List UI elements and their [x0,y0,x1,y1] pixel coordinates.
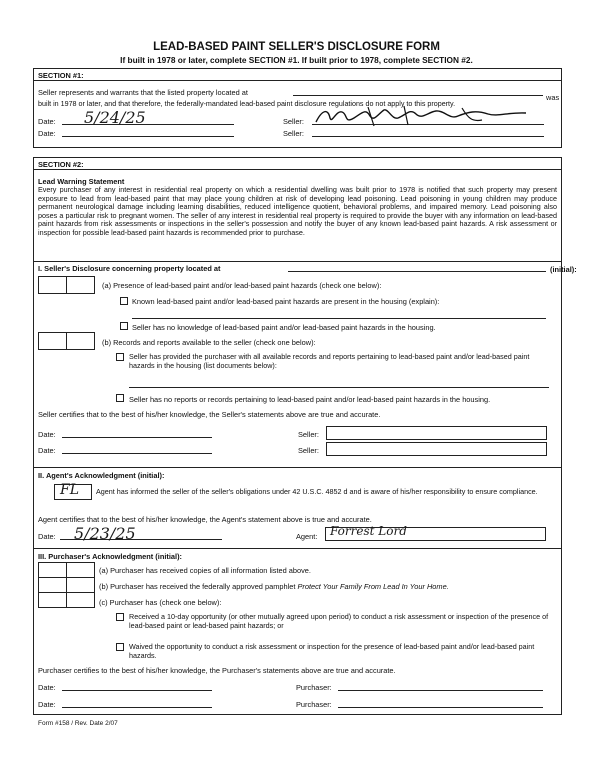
checkbox-no-records[interactable] [116,394,124,402]
agent-signature: Forrest Lord [330,524,407,538]
seller-initial-box-b1[interactable] [38,332,67,350]
purchaser-item-a: (a) Purchaser has received copies of all information listed above. [99,566,311,575]
agent-certification: Agent certifies that to the best of his/her knowledge, the Agent's statement above is true and accurate. [38,515,372,524]
purchaser-date-label-1: Date: [38,683,56,692]
section-1-date-field-2[interactable] [62,136,234,137]
item-a-label: (a) Presence of lead-based paint and/or lead-based paint hazards (check one below): [102,281,382,290]
purchaser-initial-box-c2[interactable] [66,592,95,608]
seller-date-field-1[interactable] [62,437,212,438]
purchaser-label-2: Purchaser: [296,700,332,709]
purchaser-certification: Purchaser certifies to the best of his/her knowledge, the Purchaser's statements above are true and accurate. [38,666,396,675]
checkbox-received-opportunity[interactable] [116,613,124,621]
section-2-heading: SECTION #2: [38,160,84,169]
seller-label-1: Seller: [298,430,319,439]
known-lead-label: Known lead-based paint and/or lead-based paint hazards are present in the housing (explain): [132,297,440,306]
seller-date-field-2[interactable] [62,453,212,454]
section-1-seller-field-2[interactable] [312,136,544,137]
agent-statement: Agent has informed the seller of the seller's obligations under 42 U.S.C. 4852 d and is aware of his/her responsibility to ensure compliance. [96,487,538,496]
purchaser-item-b: (b) Purchaser has received the federally approved pamphlet Protect Your Family From Lead In Your Home. [99,582,449,591]
no-knowledge-label: Seller has no knowledge of lead-based paint and/or lead-based paint hazards in the housing. [132,323,436,332]
section-1-seller-label: Seller: [283,117,304,126]
seller-label-2: Seller: [298,446,319,455]
provided-records-label: Seller has provided the purchaser with all available records and reports pertaining to lead-based paint and/or lead-based paint hazards in the housing (list documents below): [129,352,530,370]
seller-property-field[interactable] [288,271,546,272]
seller-initial-box-b2[interactable] [66,332,95,350]
checkbox-provided-records[interactable] [116,353,124,361]
form-title: LEAD-BASED PAINT SELLER'S DISCLOSURE FORM [153,41,440,53]
checkbox-no-knowledge[interactable] [120,322,128,330]
seller-field-1[interactable] [326,426,547,440]
purchaser-field-1[interactable] [338,690,543,691]
form-footer: Form #158 / Rev. Date 2/07 [38,720,118,727]
no-records-label: Seller has no reports or records pertaining to lead-based paint and/or lead-based paint hazards in the housing. [129,395,491,404]
purchaser-initial-box-a2[interactable] [66,562,95,578]
agent-heading: II. Agent's Acknowledgment (initial): [38,471,165,480]
purchaser-date-field-2[interactable] [62,707,212,708]
agent-label: Agent: [296,532,318,541]
section-1-seller-label-2: Seller: [283,129,304,138]
purchaser-initial-box-c1[interactable] [38,592,67,608]
seller-initial-box-a2[interactable] [66,276,95,294]
seller-disclosure-heading: I. Seller's Disclosure concerning property located at [38,264,221,273]
pamphlet-title: Protect Your Family From Lead In Your Home. [297,582,449,591]
purchaser-initial-box-b2[interactable] [66,577,95,593]
purchaser-item-c: (c) Purchaser has (check one below): [99,598,222,607]
agent-date-value: 5/23/25 [74,524,136,543]
section-1-heading: SECTION #1: [38,71,84,80]
seller-field-2[interactable] [326,442,547,456]
waived-opportunity-label: Waived the opportunity to conduct a risk assessment or inspection for the presence of lead-based paint and/or lead-based paint hazards. [129,642,535,660]
seller-initial-box-a1[interactable] [38,276,67,294]
checkbox-known-lead[interactable] [120,297,128,305]
agent-initial: FL [60,482,80,498]
seller-initial-label: (initial): [550,265,577,274]
form-subtitle: If built in 1978 or later, complete SECTION #1. If built prior to 1978, complete SECTION #2. [120,55,473,65]
purchaser-field-2[interactable] [338,707,543,708]
purchaser-date-field-1[interactable] [62,690,212,691]
purchaser-heading: III. Purchaser's Acknowledgment (initial): [38,552,182,561]
known-lead-explain-field[interactable] [132,318,546,319]
checkbox-waived-opportunity[interactable] [116,643,124,651]
section-1-line2: built in 1978 or later, and that therefore, the federally-mandated lead-based paint disclosure regulations do not apply to this property. [38,100,456,108]
purchaser-label-1: Purchaser: [296,683,332,692]
section-1-date-value: 5/24/25 [84,108,146,127]
seller-date-label-2: Date: [38,446,56,455]
seller-certification: Seller certifies that to the best of his/her knowledge, the Seller's statements above are true and accurate. [38,410,381,419]
section-1-was: was [546,93,560,102]
purchaser-date-label-2: Date: [38,700,56,709]
purchaser-initial-box-a1[interactable] [38,562,67,578]
lead-warning-heading: Lead Warning Statement [38,177,125,186]
section-1-date-label: Date: [38,117,56,126]
received-opportunity-label: Received a 10-day opportunity (or other mutually agreed upon period) to conduct a risk assessment or inspection of the presence of lead-based paint or lead-based paint hazards; or [129,612,549,630]
property-address-field[interactable] [293,95,543,96]
seller-signature [312,104,534,128]
item-b-label: (b) Records and reports available to the seller (check one below): [102,338,316,347]
lead-warning-body: Every purchaser of any interest in residential real property on which a residential dwelling was built prior to 1978 is notified that such property may present exposure to lead from lead-based paint that may place young children at risk of developing lead poisoning. Lead poisoning in young children may produce permanent neurological damage including learning disabilities, reduced intelligence quotient, behavioral problems, and impaired memory. Lead poisoning also poses a particular risk to pregnant women. The seller of any interest in residential real property is required to provide the buyer with any information on lead-based paint hazards from risk assessments or inspections in the seller's possession and notify the buyer of any known lead-based paint hazards. A risk assessment or inspection for possible lead-based paint hazards is recommended prior to purchase. [38,185,557,237]
seller-date-label-1: Date: [38,430,56,439]
section-1-date-label-2: Date: [38,129,56,138]
section-1-line1: Seller represents and warrants that the listed property located at [38,88,248,97]
agent-date-label: Date: [38,532,56,541]
records-list-field[interactable] [129,387,549,388]
purchaser-initial-box-b1[interactable] [38,577,67,593]
